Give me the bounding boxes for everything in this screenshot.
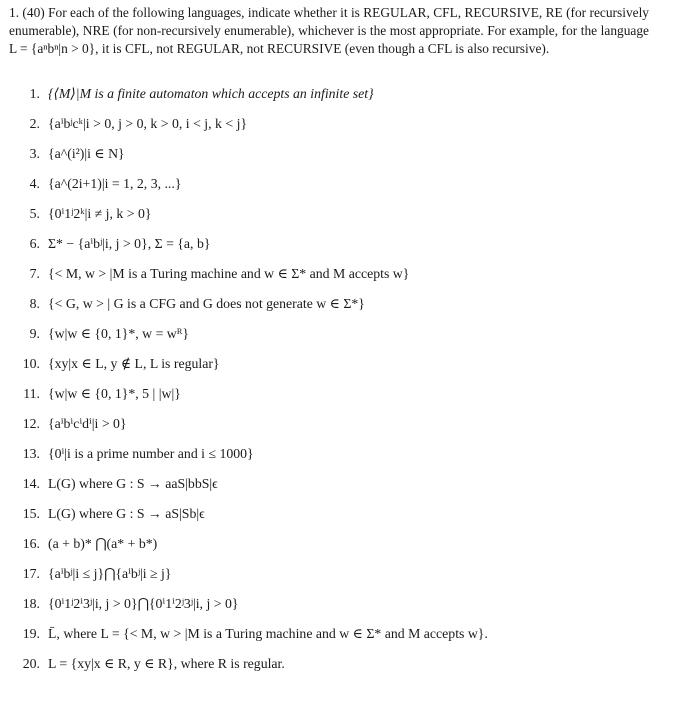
list-item [0,656,285,678]
list-item [0,116,247,138]
list-item [0,176,181,198]
list-item [0,596,238,618]
item-text: L(G) where G : S → aS|Sb|ϵ [48,506,205,521]
item-number: 2. [29,116,40,131]
item-number: 20. [22,656,40,671]
item-text: {0ⁱ1ʲ2ⁱ3ʲ|i, j > 0}⋂{0ⁱ1ⁱ2ʲ3ʲ|i, j > 0} [48,596,239,611]
item-text: {< M, w > |M is a Turing machine and w ∈ Σ* and M accepts w} [48,266,410,281]
item-text: {w|w ∈ {0, 1}*, 5 | |w|} [48,386,181,401]
problem-intro: 1. (40) For each of the following languages, indicate whether it is REGULAR, CFL, RECURSIVE, RE (for recursively enumerable), NRE (for non-recursively enumerable), whichever is the most appropriate. For example, for the language L = {aⁿbⁿ|n > 0}, it is CFL, not REGULAR, not RECURSIVE (even though a CFL is also recursive). [9,5,649,57]
item-number: 4. [29,176,40,191]
item-text: {a^(2i+1)|i = 1, 2, 3, ...} [48,176,182,191]
item-text: {< G, w > | G is a CFG and G does not generate w ∈ Σ*} [48,296,365,311]
item-number: 17. [22,566,40,581]
item-number: 5. [29,206,40,221]
list-item [0,206,151,228]
list-item [0,326,189,348]
item-text: L = {xy|x ∈ R, y ∈ R}, where R is regular. [48,656,285,671]
item-text: {w|w ∈ {0, 1}*, w = wᴿ} [48,326,190,341]
item-number: 16. [22,536,40,551]
item-number: 7. [29,266,40,281]
list-item [0,86,374,108]
list-item [0,506,205,528]
item-number: 19. [22,626,40,641]
item-text: L̄, where L = {< M, w > |M is a Turing machine and w ∈ Σ* and M accepts w}. [48,626,488,641]
item-number: 12. [22,416,40,431]
item-number: 1. [29,86,40,101]
item-number: 15. [22,506,40,521]
list-item [0,566,172,588]
list-item [0,236,210,258]
item-text: {aⁱbⁱcⁱdⁱ|i > 0} [48,416,127,431]
item-text: {aⁱbʲcᵏ|i > 0, j > 0, k > 0, i < j, k < j} [48,116,248,131]
item-text: L(G) where G : S → aaS|bbS|ϵ [48,476,218,491]
item-number: 9. [29,326,40,341]
item-text: {xy|x ∈ L, y ∉ L, L is regular} [48,356,220,371]
list-item [0,146,125,168]
item-text: Σ* − {aⁱbʲ|i, j > 0}, Σ = {a, b} [48,236,211,251]
item-number: 18. [22,596,40,611]
item-number: 13. [22,446,40,461]
list-item [0,446,254,468]
item-text: {0ⁱ|i is a prime number and i ≤ 1000} [48,446,254,461]
item-number: 10. [22,356,40,371]
item-number: 6. [29,236,40,251]
item-number: 3. [29,146,40,161]
item-number: 11. [23,386,40,401]
item-text: {⟨M⟩|M is a finite automaton which accepts an infinite set} [48,86,374,101]
item-number: 14. [22,476,40,491]
list-item [0,416,127,438]
item-number: 8. [29,296,40,311]
list-item [0,296,365,318]
item-text: {a^(i²)|i ∈ N} [48,146,125,161]
list-item [0,626,488,648]
item-text: (a + b)* ⋂(a* + b*) [48,536,158,551]
list-item [0,476,218,498]
list-item [0,266,409,288]
item-text: {aⁱbʲ|i ≤ j}⋂{aⁱbʲ|i ≥ j} [48,566,172,581]
item-text: {0ⁱ1ʲ2ᵏ|i ≠ j, k > 0} [48,206,152,221]
list-item [0,536,157,558]
list-item [0,386,181,408]
list-item [0,356,220,378]
